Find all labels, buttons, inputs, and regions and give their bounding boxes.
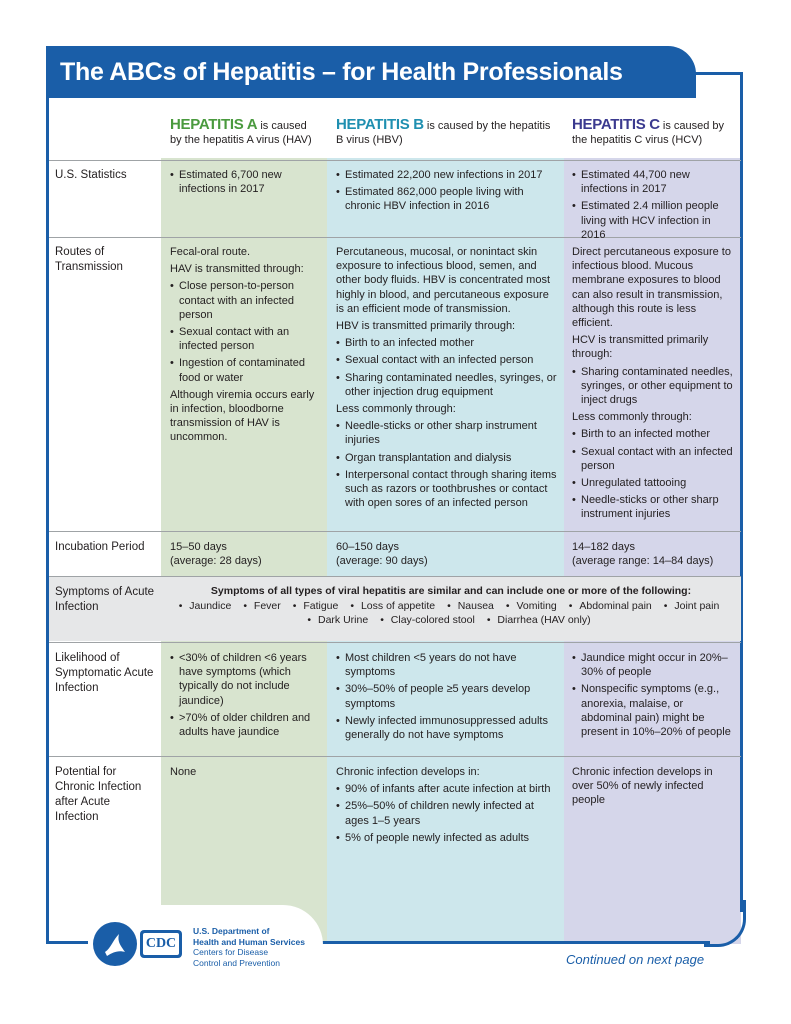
hep-c-name: HEPATITIS C xyxy=(572,116,660,133)
stats-hep-b: • Estimated 22,200 new infections in 2017 • Estimated 862,000 people living with chronic HBV infection in 2016 xyxy=(336,168,558,217)
row-label-statistics: U.S. Statistics xyxy=(55,169,127,181)
continued-note: Continued on next page xyxy=(566,952,705,967)
column-header-hep-a: HEPATITIS A is caused by the hepatitis A virus (HAV) xyxy=(170,116,312,146)
page-title: The ABCs of Hepatitis – for Health Professionals xyxy=(60,58,623,86)
routes-hep-b: Percutaneous, mucosal, or nonintact skin exposure to infectious blood, semen, and other body fluids. HBV is concentrated most highly in blood, and percutaneous exposure is an efficient mode of transmission. HBV is transmitted primarily through: • Birth to an infected mother • Sexual contact with an infected person • Sharing contaminated needles, syringes, or other injection drug equipment Less commonly through: • Needle-sticks or other sharp instrument injuries • Organ transplantation and dialysis • Interpersonal contact through sharing items such as razors or toothbrushes or contact with open sores of an infected person xyxy=(336,245,558,513)
chronic-hep-b: Chronic infection develops in: • 90% of infants after acute infection at birth • 25%–50% of children newly infected at ages 1–5 years • 5% of people newly infected as adults xyxy=(336,765,558,848)
org-names: U.S. Department of Health and Human Services Centers for Disease Control and Prevention xyxy=(193,926,305,968)
row-label-incubation: Incubation Period xyxy=(55,541,145,553)
frame-line xyxy=(300,941,710,944)
stats-hep-a: • Estimated 6,700 new infections in 2017 xyxy=(170,168,320,199)
stats-hep-c: • Estimated 44,700 new infections in 2017 • Estimated 2.4 million people living with HCV infection in 2016 xyxy=(572,168,737,245)
hep-b-name: HEPATITIS B xyxy=(336,116,424,133)
frame-line xyxy=(740,72,743,912)
incubation-hep-c: 14–182 days (average range: 14–84 days) xyxy=(572,541,714,568)
row-label-chronic: Potential for Chronic Infection after Acute Infection xyxy=(55,766,142,823)
routes-hep-a: Fecal-oral route. HAV is transmitted through: • Close person-to-person contact with an infected person • Sexual contact with an infected person • Ingestion of contaminated food or water Although viremia occurs early in infection, bloodborne transmission of HAV is uncommon. xyxy=(170,245,320,448)
hep-a-name: HEPATITIS A xyxy=(170,116,258,133)
symptoms-text: Symptoms of all types of viral hepatitis are similar and can include one or more of the following: • Jaundice • Fever • Fatigue • Loss of appetite • Nausea • Vomiting • Abdominal pain • Joint pain • Dark Urine • Clay-colored stool • Diarrhea (HAV only) xyxy=(161,584,741,628)
title-banner xyxy=(46,46,696,98)
hhs-seal-icon xyxy=(93,922,137,966)
symptoms-line-2: • Dark Urine • Clay-colored stool • Diarrhea (HAV only) xyxy=(307,614,591,626)
hep-a-column-bg xyxy=(161,98,327,944)
row-divider xyxy=(49,160,741,161)
row-divider xyxy=(49,531,741,532)
row-label-likelihood: Likelihood of Symptomatic Acute Infection xyxy=(55,652,154,694)
row-label-routes: Routes of Transmission xyxy=(55,246,123,273)
routes-hep-c: Direct percutaneous exposure to infectious blood. Mucous membrane exposures to blood can also result in transmission, although this route is less efficient. HCV is transmitted primarily through: • Sharing contaminated needles, syringes, or other equipment to inject drugs Less commonly through: • Birth to an infected mother • Sexual contact with an infected person • Unregulated tattooing • Needle-sticks or other sharp instrument injuries xyxy=(572,245,737,525)
likelihood-hep-c: • Jaundice might occur in 20%–30% of people • Nonspecific symptoms (e.g., anorexia, malaise, or abdominal pain) might be present in 10%–20% of people xyxy=(572,651,732,742)
likelihood-hep-a: • <30% of children <6 years have symptoms (which typically do not include jaundice) • >70% of older children and adults have jaundice xyxy=(170,651,320,742)
row-divider xyxy=(49,756,741,757)
row-label-symptoms: Symptoms of Acute Infection xyxy=(55,586,155,613)
chronic-hep-a: None xyxy=(170,766,197,778)
row-divider xyxy=(49,642,741,643)
incubation-hep-b: 60–150 days (average: 90 days) xyxy=(336,541,428,568)
frame-line xyxy=(690,72,743,75)
chronic-hep-c: Chronic infection develops in over 50% of newly infected people xyxy=(572,766,713,807)
incubation-hep-a: 15–50 days (average: 28 days) xyxy=(170,541,262,568)
column-header-hep-b: HEPATITIS B is caused by the hepatitis B virus (HBV) xyxy=(336,116,551,146)
frame-line xyxy=(46,98,49,944)
symptoms-line-1: • Jaundice • Fever • Fatigue • Loss of appetite • Nausea • Vomiting • Abdominal pain • Joint pain xyxy=(178,599,720,612)
cdc-logo-icon: CDC xyxy=(140,930,182,958)
likelihood-hep-b: • Most children <5 years do not have symptoms • 30%–50% of people ≥5 years develop symptoms • Newly infected immunosuppressed adults generally do not have symptoms xyxy=(336,651,558,745)
column-header-hep-c: HEPATITIS C is caused by the hepatitis C virus (HCV) xyxy=(572,116,725,146)
